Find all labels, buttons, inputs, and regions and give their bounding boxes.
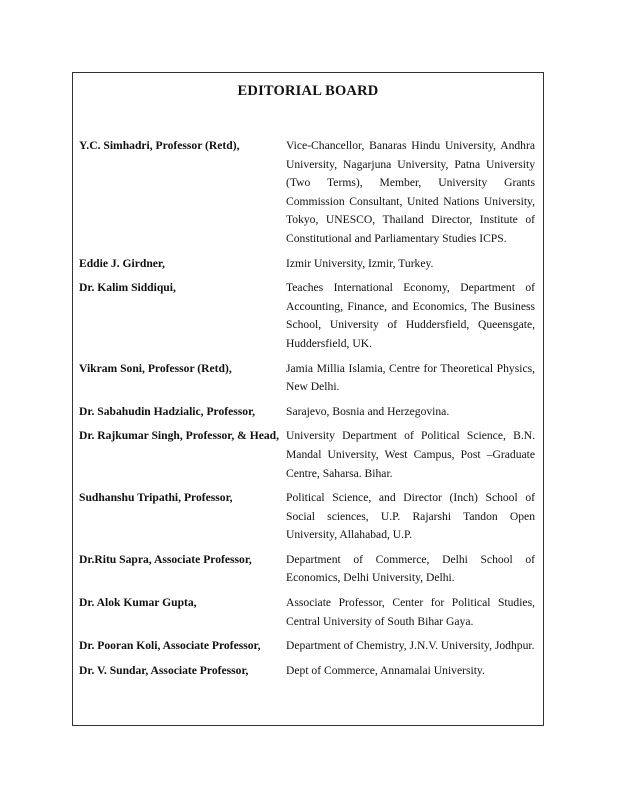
member-name: Vikram Soni, Professor (Retd), [79,361,232,375]
board-member-tripathi [79,489,535,545]
member-name: Sudhanshu Tripathi, Professor, [79,491,233,505]
member-affiliation: University Department of Political Science, B.N. Mandal University, West Campus, Post –Graduate Centre, Saharsa. Bihar. [286,429,535,480]
member-name: Dr. V. Sundar, Associate Professor, [79,663,249,677]
board-member-hadzialic [79,403,535,422]
editorial-board-list [79,137,535,686]
member-affiliation: Izmir University, Izmir, Turkey. [286,256,434,270]
member-affiliation: Political Science, and Director (Inch) School of Social sciences, U.P. Rajarshi Tandon Open University, Allahabad, U.P. [286,491,535,542]
member-name: Eddie J. Girdner, [79,256,165,270]
board-member-sundar [79,662,535,681]
page-title: EDITORIAL BOARD [237,83,379,99]
board-member-simhadri [79,137,535,249]
board-member-siddiqui [79,279,535,353]
member-affiliation: Teaches International Economy, Department of Accounting, Finance, and Economics, The Business School, University of Huddersfield, Queensgate, Huddersfield, UK. [286,281,535,350]
member-affiliation: Department of Chemistry, J.N.V. University, Jodhpur. [286,639,535,653]
member-affiliation: Department of Commerce, Delhi School of Economics, Delhi University, Delhi. [286,552,535,585]
member-affiliation: Dept of Commerce, Annamalai University. [286,663,485,677]
board-member-sapra [79,551,535,588]
editorial-board-frame [72,72,544,726]
member-name: Dr.Ritu Sapra, Associate Professor, [79,552,252,566]
member-name: Dr. Alok Kumar Gupta, [79,596,197,610]
board-member-singh [79,427,535,483]
member-name: Dr. Rajkumar Singh, Professor, & Head, [79,429,280,443]
member-name: Y.C. Simhadri, Professor (Retd), [79,139,240,152]
board-member-gupta [79,594,535,631]
member-name: Dr. Kalim Siddiqui, [79,281,176,295]
board-member-girdner [79,255,535,274]
board-member-koli [79,637,535,656]
member-affiliation: Jamia Millia Islamia, Centre for Theoretical Physics, New Delhi. [286,361,535,394]
member-affiliation: Associate Professor, Center for Political Studies, Central University of South Bihar Gaya. [286,596,535,628]
member-name: Dr. Pooran Koli, Associate Professor, [79,639,261,653]
member-name: Dr. Sabahudin Hadzialic, Professor, [79,404,256,418]
board-member-soni [79,360,535,397]
member-affiliation: Sarajevo, Bosnia and Herzegovina. [286,404,450,418]
member-affiliation: Vice-Chancellor, Banaras Hindu University, Andhra University, Nagarjuna University, Patna University (Two Terms), Member, University Grants Commission Consultant, United Nations University, Tokyo, UNESCO, Thailand Director, Institute of Constitutional and Parliamentary Studies ICPS. [286,139,535,245]
